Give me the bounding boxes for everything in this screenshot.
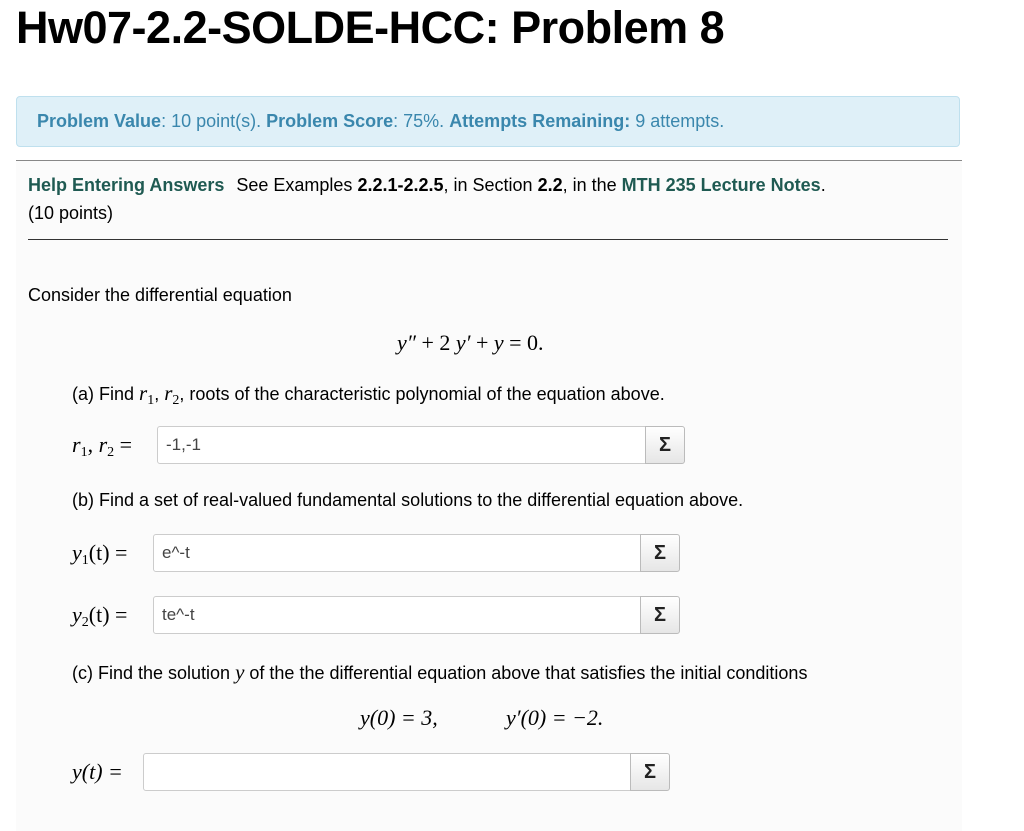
divider-mid: [28, 239, 948, 240]
eq-rhs: = 0.: [503, 330, 544, 355]
differential-equation: [397, 330, 544, 356]
problem-points: (10 points): [28, 203, 114, 223]
roots-label-eq: =: [114, 432, 133, 457]
page-title: Hw07-2.2-SOLDE-HCC: Problem 8: [16, 2, 725, 53]
y2-answer-input[interactable]: [153, 596, 641, 634]
roots-label-sub1: 1: [80, 445, 88, 460]
y1-label-y: y: [72, 540, 82, 565]
part-a-suffix: , roots of the characteristic polynomial of the equation above.: [179, 384, 665, 404]
part-a-r1-sub: 1: [147, 393, 155, 408]
attempts-remaining-text: 9 attempts.: [630, 111, 725, 131]
part-a-r1: r: [139, 381, 148, 405]
y1-answer-input[interactable]: [153, 534, 641, 572]
part-a-prefix: (a) Find: [72, 384, 140, 404]
roots-label-r2: r: [98, 432, 108, 457]
part-c-prompt: [72, 660, 807, 685]
part-a-prompt: [72, 381, 665, 409]
y2-equation-editor-button[interactable]: Σ: [640, 596, 680, 634]
problem-score-text: : 75%.: [393, 111, 450, 131]
attempts-remaining-label: Attempts Remaining:: [449, 111, 631, 131]
problem-score-label: Problem Score: [266, 111, 394, 131]
y2-label: [72, 602, 127, 631]
y1-label-rest: (t) =: [88, 540, 128, 565]
help-in-section-text: , in Section: [443, 175, 538, 195]
help-in-the-text: , in the: [562, 175, 622, 195]
roots-equation-editor-button[interactable]: Σ: [645, 426, 685, 464]
initial-condition-1: y(0) = 3,: [360, 705, 438, 730]
help-period: .: [820, 175, 826, 195]
eq-plus-2: + 2: [415, 330, 456, 355]
help-entering-answers-link[interactable]: Help Entering Answers: [28, 175, 225, 195]
problem-info-box: [16, 96, 960, 147]
part-c-prefix: (c) Find the solution: [72, 663, 236, 683]
eq-plus: +: [470, 330, 494, 355]
roots-answer-input[interactable]: [157, 426, 646, 464]
part-a-comma: ,: [154, 384, 165, 404]
y2-label-rest: (t) =: [88, 602, 128, 627]
y-solution-label: y(t) =: [72, 759, 123, 784]
help-section: 2.2: [537, 175, 563, 195]
help-see-text: See Examples: [236, 175, 358, 195]
eq-y: y: [493, 330, 504, 355]
problem-value-text: : 10 point(s).: [161, 111, 267, 131]
part-c-var: y: [235, 660, 245, 684]
part-c-suffix: of the the differential equation above that satisfies the initial conditions: [244, 663, 808, 683]
y-solution-input[interactable]: [143, 753, 631, 791]
problem-value-label: Problem Value: [37, 111, 162, 131]
eq-y-prime: y′: [455, 330, 471, 355]
part-a-r2-sub: 2: [172, 393, 180, 408]
y-solution-equation-editor-button[interactable]: Σ: [630, 753, 670, 791]
part-a-r2: r: [164, 381, 173, 405]
help-line: [28, 175, 826, 196]
part-b-prompt: (b) Find a set of real-valued fundamental solutions to the differential equation above.: [72, 490, 744, 510]
y1-label-sub: 1: [81, 553, 89, 568]
lecture-notes-link[interactable]: MTH 235 Lecture Notes: [621, 175, 821, 195]
y1-label: [72, 540, 127, 569]
roots-label-sub2: 2: [107, 445, 115, 460]
roots-label-comma: ,: [87, 432, 99, 457]
y1-equation-editor-button[interactable]: Σ: [640, 534, 680, 572]
y2-label-y: y: [72, 602, 82, 627]
initial-condition-2: y′(0) = −2.: [506, 705, 604, 730]
y2-label-sub: 2: [81, 615, 89, 630]
eq-y-double-prime: y″: [397, 330, 416, 355]
problem-intro: Consider the differential equation: [28, 285, 292, 305]
roots-label: [72, 432, 132, 461]
roots-label-r1: r: [72, 432, 81, 457]
help-examples: 2.2.1-2.2.5: [357, 175, 444, 195]
